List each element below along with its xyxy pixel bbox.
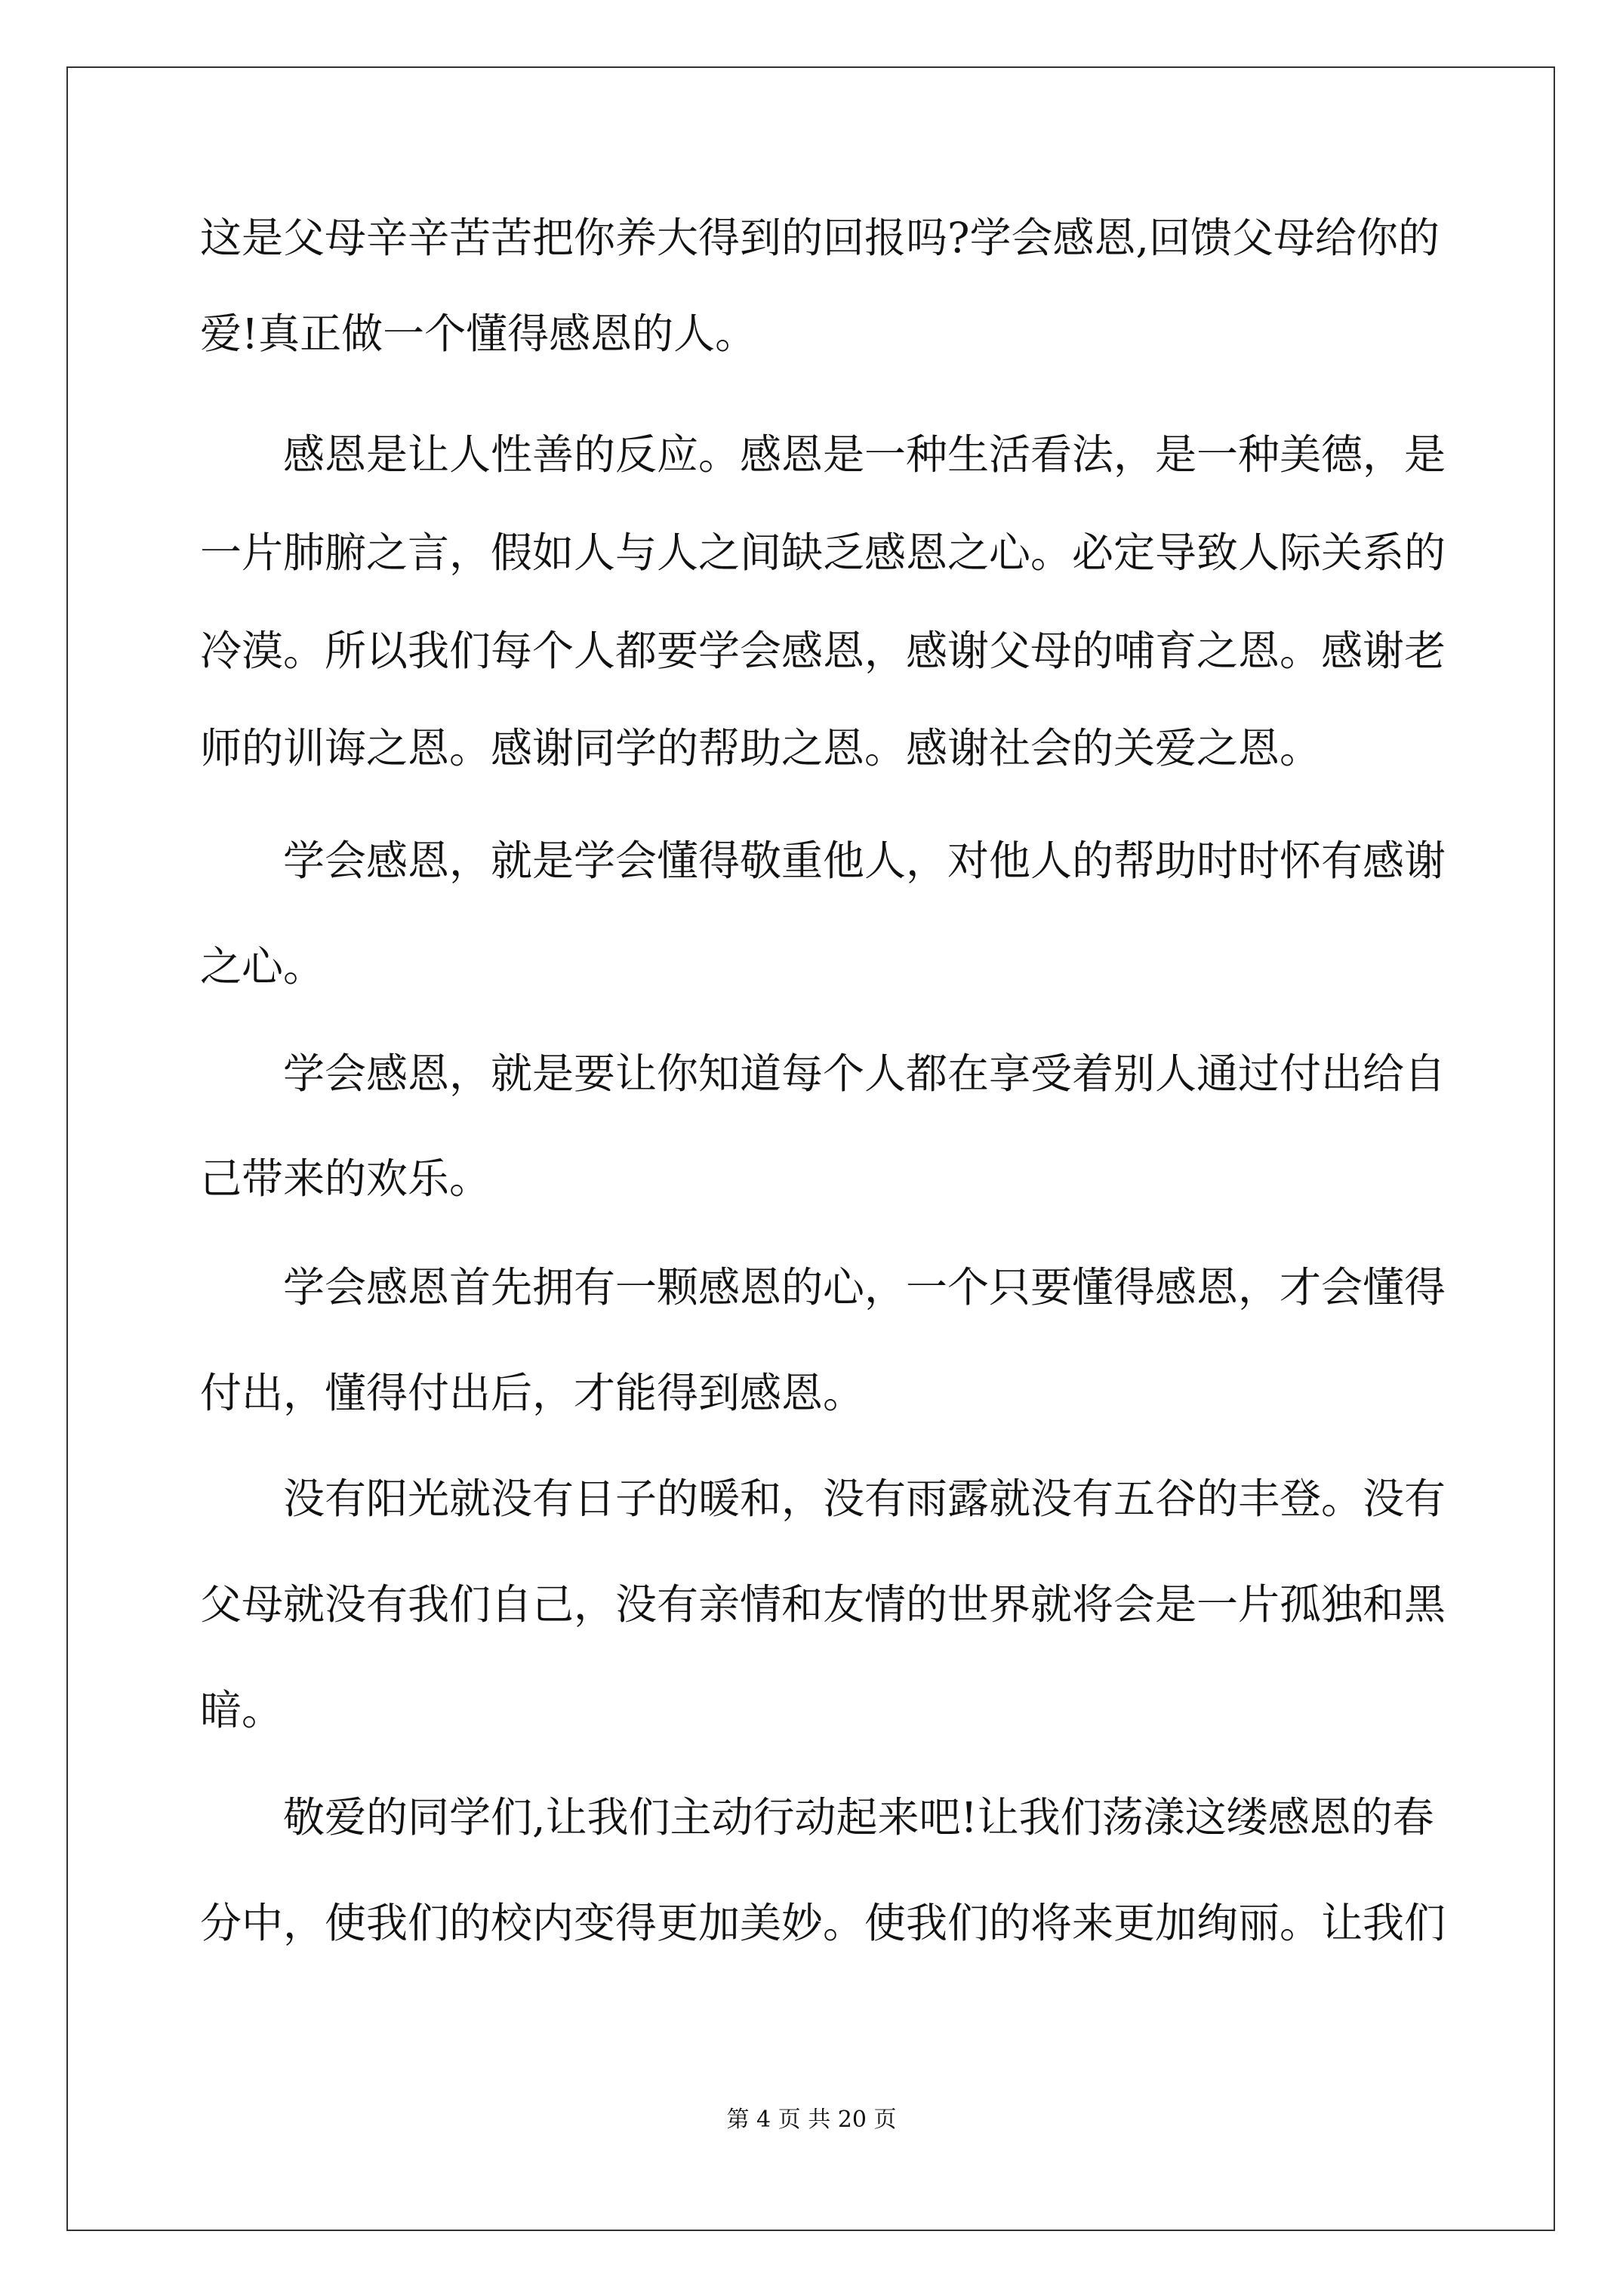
text-line: 付出，懂得付出后，才能得到感恩。 — [200, 1369, 865, 1417]
text-line: 己带来的欢乐。 — [200, 1154, 491, 1203]
paragraph-start-line: 学会感恩，就是要让你知道每个人都在享受着别人通过付出给自 — [283, 1049, 1446, 1098]
page-number-footer: 第 4 页 共 20 页 — [726, 2106, 897, 2133]
text-line: 一片肺腑之言，假如人与人之间缺乏感恩之心。必定导致人际关系的 — [200, 529, 1446, 577]
text-line: 冷漠。所以我们每个人都要学会感恩，感谢父母的哺育之恩。感谢老 — [200, 627, 1446, 675]
paragraph-start-line: 感恩是让人性善的反应。感恩是一种生活看法，是一种美德，是 — [283, 430, 1446, 479]
paragraph-start-line: 敬爱的同学们,让我们主动行动起来吧!让我们荡漾这缕感恩的春 — [283, 1793, 1434, 1841]
text-line: 爱!真正做一个懂得感恩的人。 — [200, 310, 757, 358]
text-line: 师的训诲之恩。感谢同学的帮助之恩。感谢社会的关爱之恩。 — [200, 724, 1322, 772]
text-line: 父母就没有我们自己，没有亲情和友情的世界就将会是一片孤独和黑 — [200, 1580, 1446, 1629]
text-line: 之心。 — [200, 942, 325, 991]
paragraph-start-line: 没有阳光就没有日子的暖和，没有雨露就没有五谷的丰登。没有 — [283, 1475, 1446, 1523]
paragraph-start-line: 学会感恩首先拥有一颗感恩的心，一个只要懂得感恩，才会懂得 — [283, 1263, 1446, 1311]
paragraph-start-line: 学会感恩，就是学会懂得敬重他人，对他人的帮助时时怀有感谢 — [283, 837, 1446, 885]
text-line: 分中，使我们的校内变得更加美妙。使我们的将来更加绚丽。让我们 — [200, 1899, 1446, 1947]
text-line: 这是父母辛辛苦苦把你养大得到的回报吗?学会感恩,回馈父母给你的 — [200, 214, 1440, 262]
text-line: 暗。 — [200, 1686, 284, 1734]
